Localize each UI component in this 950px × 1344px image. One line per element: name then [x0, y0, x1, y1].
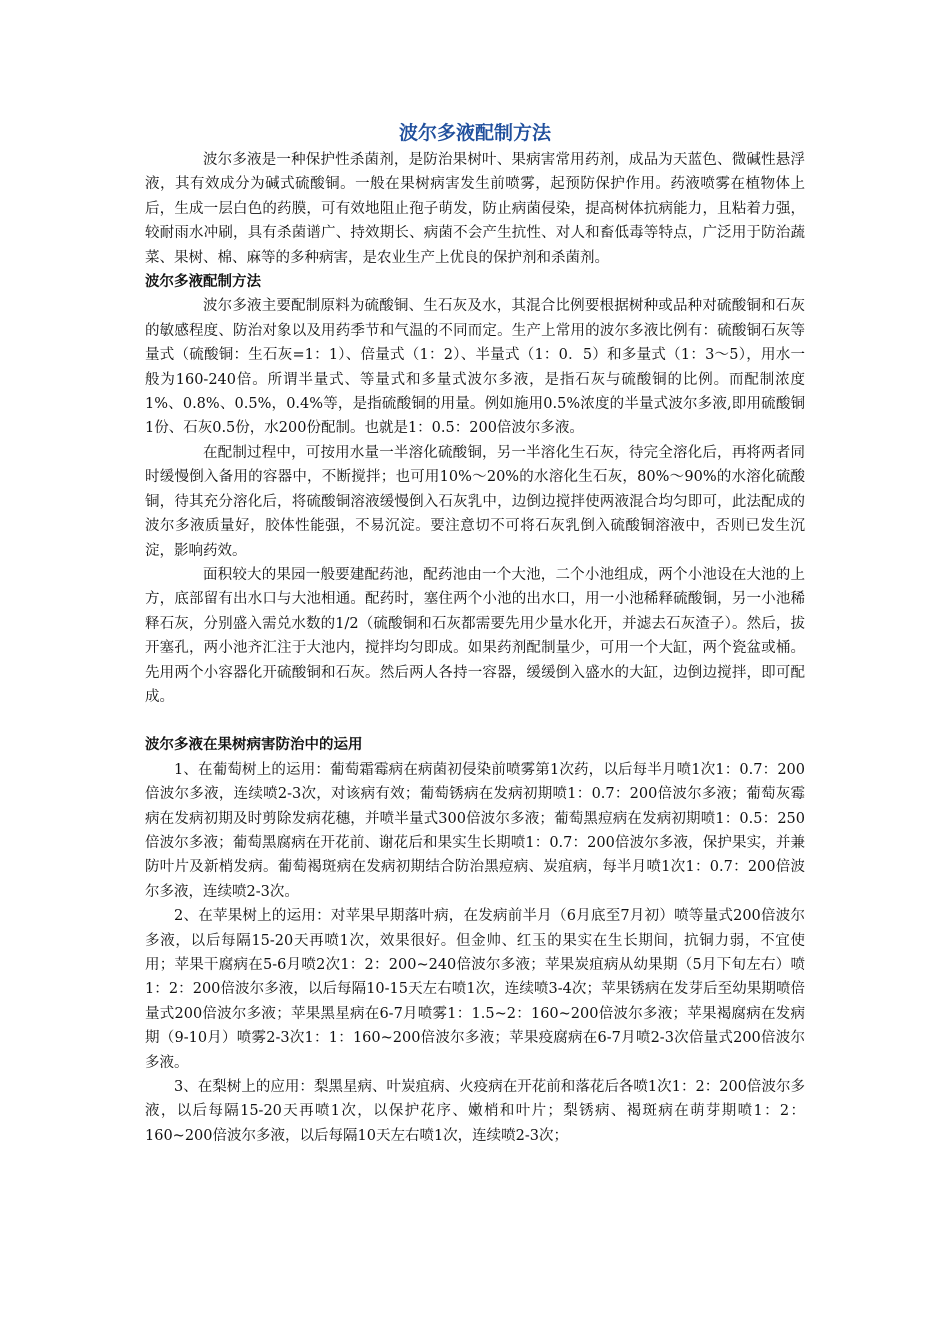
paragraph-orchard-tank: 面积较大的果园一般要建配药池，配药池由一个大池，二个小池组成，两个小池设在大池的上方，底部留有出水口与大池相通。配药时，塞住两个小池的出水口，用一小池稀释硫酸铜，另一小池稀释石灰，分别盛入需兑水数的1/2（硫酸铜和石灰都需要先用少量水化开，并滤去石灰渣子）。然后，拔开塞孔，两小池齐汇注于大池内，搅拌均匀即成。如果药剂配制量少，可用一个大缸，两个瓷盆或桶。先用两个小容器化开硫酸铜和石灰。然后两人各持一容器，缓缓倒入盛水的大缸，边倒边搅拌，即可配成。: [145, 566, 805, 705]
paragraph-pear: 3、在梨树上的应用：梨黑星病、叶炭疽病、火疫病在开花前和落花后各喷1次1：2：200倍波尔多液，以后每隔15-20天再喷1次，以保护花序、嫩梢和叶片；梨锈病、褐斑病在萌芽期喷1：2：160~200倍波尔多液，以后每隔10天左右喷1次，连续喷2-3次；: [145, 1079, 805, 1144]
paragraph-apple: 2、在苹果树上的运用：对苹果早期落叶病，在发病前半月（6月底至7月初）喷等量式200倍波尔多液，以后每隔15-20天再喷1次，效果很好。但金帅、红玉的果实在生长期间，抗铜力弱，不宜使用；苹果干腐病在5-6月喷2次1：2：200~240倍波尔多液；苹果炭疽病从幼果期（5月下旬左右）喷1：2：200倍波尔多液，以后每隔10-15天左右喷1次，连续喷3-4次；苹果锈病在发芽后至幼果期喷倍量式200倍波尔多液；苹果黑星病在6-7月喷雾1：1.5~2：160~200倍波尔多液；苹果褐腐病在发病期（9-10月）喷雾2-3次1：1：160~200倍波尔多液；苹果疫腐病在6-7月喷2-3次倍量式200倍波尔多液。: [145, 908, 805, 1071]
paragraph-grape: 1、在葡萄树上的运用：葡萄霜霉病在病菌初侵染前喷雾第1次药，以后每半月喷1次1：0.7：200倍波尔多液，连续喷2-3次，对该病有效；葡萄锈病在发病初期喷1：0.7：200倍波尔多液；葡萄灰霉病在发病初期及时剪除发病花穗，并喷半量式300倍波尔多液；葡萄黑痘病在发病初期喷1：0.5：250倍波尔多液；葡萄黑腐病在开花前、谢花后和果实生长期喷1：0.7：200倍波尔多液，保护果实，并兼防叶片及新梢发病。葡萄褐斑病在发病初期结合防治黑痘病、炭疽病，每半月喷1次1：0.7：200倍波尔多液，连续喷2-3次。: [145, 761, 805, 900]
paragraph-mixing: 在配制过程中，可按用水量一半溶化硫酸铜，另一半溶化生石灰，待完全溶化后，再将两者同时缓慢倒入备用的容器中，不断搅拌；也可用10%～20%的水溶化生石灰，80%～90%的水溶化硫酸铜，待其充分溶化后，将硫酸铜溶液缓慢倒入石灰乳中，边倒边搅拌使两液混合均匀即可，此法配成的波尔多液质量好，胶体性能强，不易沉淀。要注意切不可将石灰乳倒入硫酸铜溶液中，否则已发生沉淀，影响药效。: [145, 444, 805, 559]
document-title: 波尔多液配制方法: [398, 122, 551, 144]
section-heading-preparation: 波尔多液配制方法: [145, 274, 261, 291]
intro-paragraph: 波尔多液是一种保护性杀菌剂，是防治果树叶、果病害常用药剂，成品为天蓝色、微碱性悬浮液，其有效成分为碱式硫酸铜。一般在果树病害发生前喷雾，起预防保护作用。药液喷雾在植物体上后，生成一层白色的药膜，可有效地阻止孢子萌发，防止病菌侵染，提高树体抗病能力，且粘着力强，较耐雨水冲刷，具有杀菌谱广、持效期长、病菌不会产生抗性、对人和畜低毒等特点，广泛用于防治蔬菜、果树、棉、麻等的多种病害，是农业生产上优良的保护剂和杀菌剂。: [145, 152, 805, 266]
section-heading-application: 波尔多液在果树病害防治中的运用: [145, 737, 363, 754]
spacer: [145, 709, 805, 733]
document-page: [145, 118, 805, 1148]
paragraph-ratio: 波尔多液主要配制原料为硫酸铜、生石灰及水，其混合比例要根据树种或品种对硫酸铜和石灰的敏感程度、防治对象以及用药季节和气温的不同而定。生产上常用的波尔多液比例有：硫酸铜石灰等量式（硫酸铜：生石灰=1：1）、倍量式（1：2）、半量式（1：0．5）和多量式（1：3～5），用水一般为160-240倍。所谓半量式、等量式和多量式波尔多液，是指石灰与硫酸铜的比例。而配制浓度1%、0.8%、0.5%，0.4%等，是指硫酸铜的用量。例如施用0.5%浓度的半量式波尔多液,即用硫酸铜1份、石灰0.5份，水200份配制。也就是1：0.5：200倍波尔多液。: [145, 298, 805, 437]
